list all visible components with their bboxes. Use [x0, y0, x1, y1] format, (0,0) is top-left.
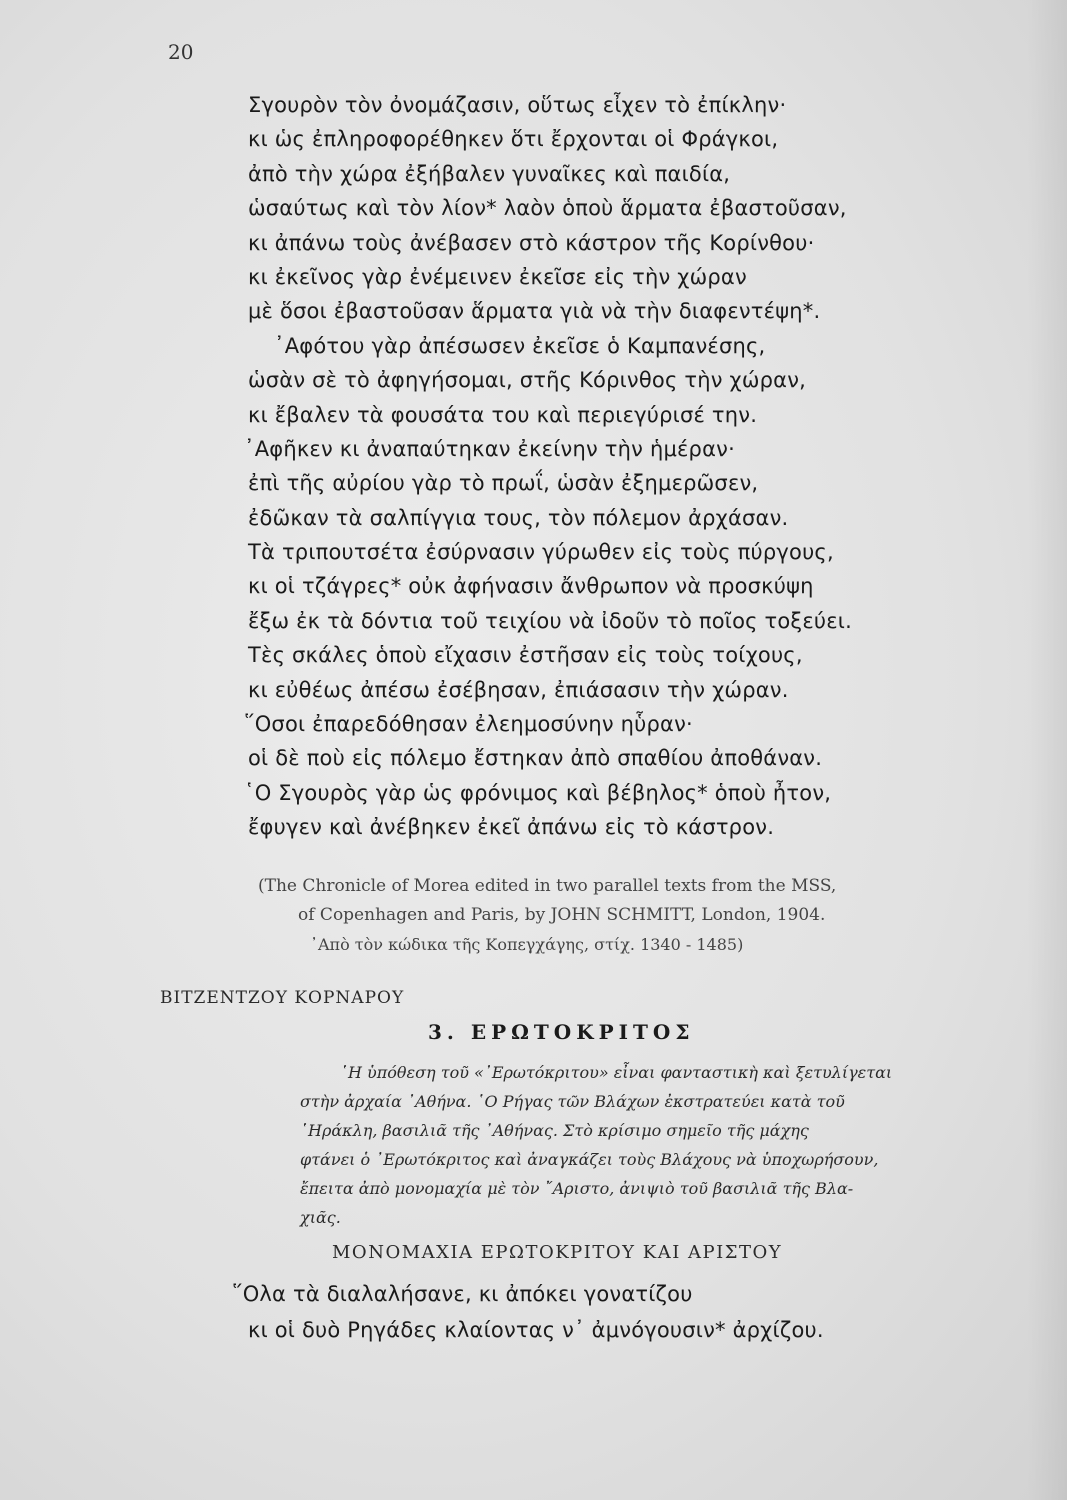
poem-line: ᾿Αφότου γὰρ ἀπέσωσεν ἐκεῖσε ὁ Καμπανέσης, [274, 333, 766, 358]
poem-line: κι οἱ τζάγρες* οὐκ ἀφήνασιν ἄνθρωπον νὰ προσκύψη [248, 574, 814, 599]
erotokritos-poem [232, 1276, 1012, 1348]
poem-line: Σγουρὸν τὸν ὀνομάζασιν, οὕτως εἶχεν τὸ ἐπίκλην· [248, 93, 787, 117]
summary-line: ῾Ηράκλη, βασιλιᾶ τῆς ᾿Αθήνας. Στὸ κρίσιμο σημεῖο τῆς μάχης [300, 1121, 809, 1140]
poem-line: ῞Οσοι ἐπαρεδόθησαν ἐλεημοσύνην ηὗραν· [244, 712, 693, 737]
page-edge-shadow [1027, 0, 1067, 1500]
poem-line: μὲ ὅσοι ἐβαστοῦσαν ἅρματα γιὰ νὰ τὴν διαφεντέψη*. [248, 299, 821, 324]
poem-line: οἱ δὲ ποὺ εἰς πόλεμο ἔστηκαν ἀπὸ σπαθίου ἀποθάναν. [248, 746, 823, 771]
plot-summary [300, 1058, 1000, 1232]
work-title: 3. ΕΡΩΤΟΚΡΙΤΟΣ [428, 1020, 695, 1044]
poem-line: Τὲς σκάλες ὁποὺ εἴχασιν ἐστῆσαν εἰς τοὺς τοίχους, [248, 643, 803, 668]
poem-line: κι ἔβαλεν τὰ φουσάτα του καὶ περιεγύρισέ την. [248, 402, 758, 427]
poem-line: ἔξω ἐκ τὰ δόντια τοῦ τειχίου νὰ ἰδοῦν τὸ ποῖος τοξεύει. [248, 608, 852, 633]
poem-line: ῞Ολα τὰ διαλαλήσανε, κι ἀπόκει γονατίζου [232, 1282, 693, 1306]
poem-line: ῾Ο Σγουρὸς γὰρ ὡς φρόνιμος καὶ βέβηλος* ὁποὺ ἦτον, [244, 780, 832, 805]
poem-line: κι ἀπάνω τοὺς ἀνέβασεν στὸ κάστρον τῆς Κορίνθου· [248, 230, 815, 255]
section-heading: ΜΟΝΟΜΑΧΙΑ ΕΡΩΤΟΚΡΙΤΟΥ ΚΑΙ ΑΡΙΣΤΟΥ [332, 1242, 783, 1263]
poem-line: ὡσὰν σὲ τὸ ἀφηγήσομαι, στῆς Κόρινθος τὴν χώραν, [248, 368, 807, 393]
author-name: ΒΙΤΖΕΝΤΖΟΥ ΚΟΡΝΑΡΟΥ [160, 988, 405, 1008]
page-number: 20 [168, 40, 194, 64]
summary-line: χιᾶς. [300, 1208, 341, 1227]
source-citation [258, 872, 1018, 959]
poem-line: ᾿Αφῆκεν κι ἀναπαύτηκαν ἐκείνην τὴν ἡμέραν· [244, 436, 735, 461]
poem-line: Τὰ τριπουτσέτα ἐσύρνασιν γύρωθεν εἰς τοὺς πύργους, [248, 540, 834, 565]
citation-line: of Copenhagen and Paris, by JOHN SCHMITT, London, 1904. [298, 905, 826, 925]
poem-line: κι οἱ δυὸ Ρηγάδες κλαίοντας ν᾿ ἀμνόγουσιν* ἀρχίζου. [248, 1318, 824, 1342]
poem-line: ἐδῶκαν τὰ σαλπίγγια τους, τὸν πόλεμον ἀρχάσαν. [248, 505, 789, 530]
summary-line: στὴν ἀρχαία ᾿Αθήνα. ῾Ο Ρήγας τῶν Βλάχων ἐκστρατεύει κατὰ τοῦ [300, 1092, 845, 1111]
citation-line: (The Chronicle of Morea edited in two parallel texts from the MSS, [258, 876, 837, 896]
citation-line: ᾿Απὸ τὸν κώδικα τῆς Κοπεγχάγης, στίχ. 1340 - 1485) [310, 935, 744, 954]
summary-line: ῾Η ὑπόθεση τοῦ «᾿Ερωτόκριτου» εἶναι φανταστικὴ καὶ ξετυλίγεται [340, 1063, 893, 1082]
summary-line: ἔπειτα ἀπὸ μονομαχία μὲ τὸν ῎Αριστο, ἀνιψιὸ τοῦ βασιλιᾶ τῆς Βλα- [300, 1179, 854, 1198]
chronicle-poem [244, 88, 968, 845]
poem-line: κι ἐκεῖνος γὰρ ἐνέμεινεν ἐκεῖσε εἰς τὴν χώραν [248, 264, 747, 289]
poem-line: ὡσαύτως καὶ τὸν λίον* λαὸν ὁποὺ ἅρματα ἐβαστοῦσαν, [248, 196, 847, 221]
poem-line: κι εὐθέως ἀπέσω ἐσέβησαν, ἐπιάσασιν τὴν χώραν. [248, 677, 789, 702]
poem-line: ἀπὸ τὴν χώρα ἐξήβαλεν γυναῖκες καὶ παιδία, [248, 161, 731, 186]
summary-line: φτάνει ὁ ᾿Ερωτόκριτος καὶ ἀναγκάζει τοὺς Βλάχους νὰ ὑποχωρήσουν, [300, 1150, 879, 1169]
poem-line: ἐπὶ τῆς αὐρίου γὰρ τὸ πρωΐ, ὡσὰν ἐξημερῶσεν, [248, 471, 759, 496]
poem-line: κι ὡς ἐπληροφορέθηκεν ὅτι ἔρχονται οἱ Φράγκοι, [248, 127, 779, 152]
poem-line: ἔφυγεν καὶ ἀνέβηκεν ἐκεῖ ἀπάνω εἰς τὸ κάστρον. [248, 815, 775, 840]
